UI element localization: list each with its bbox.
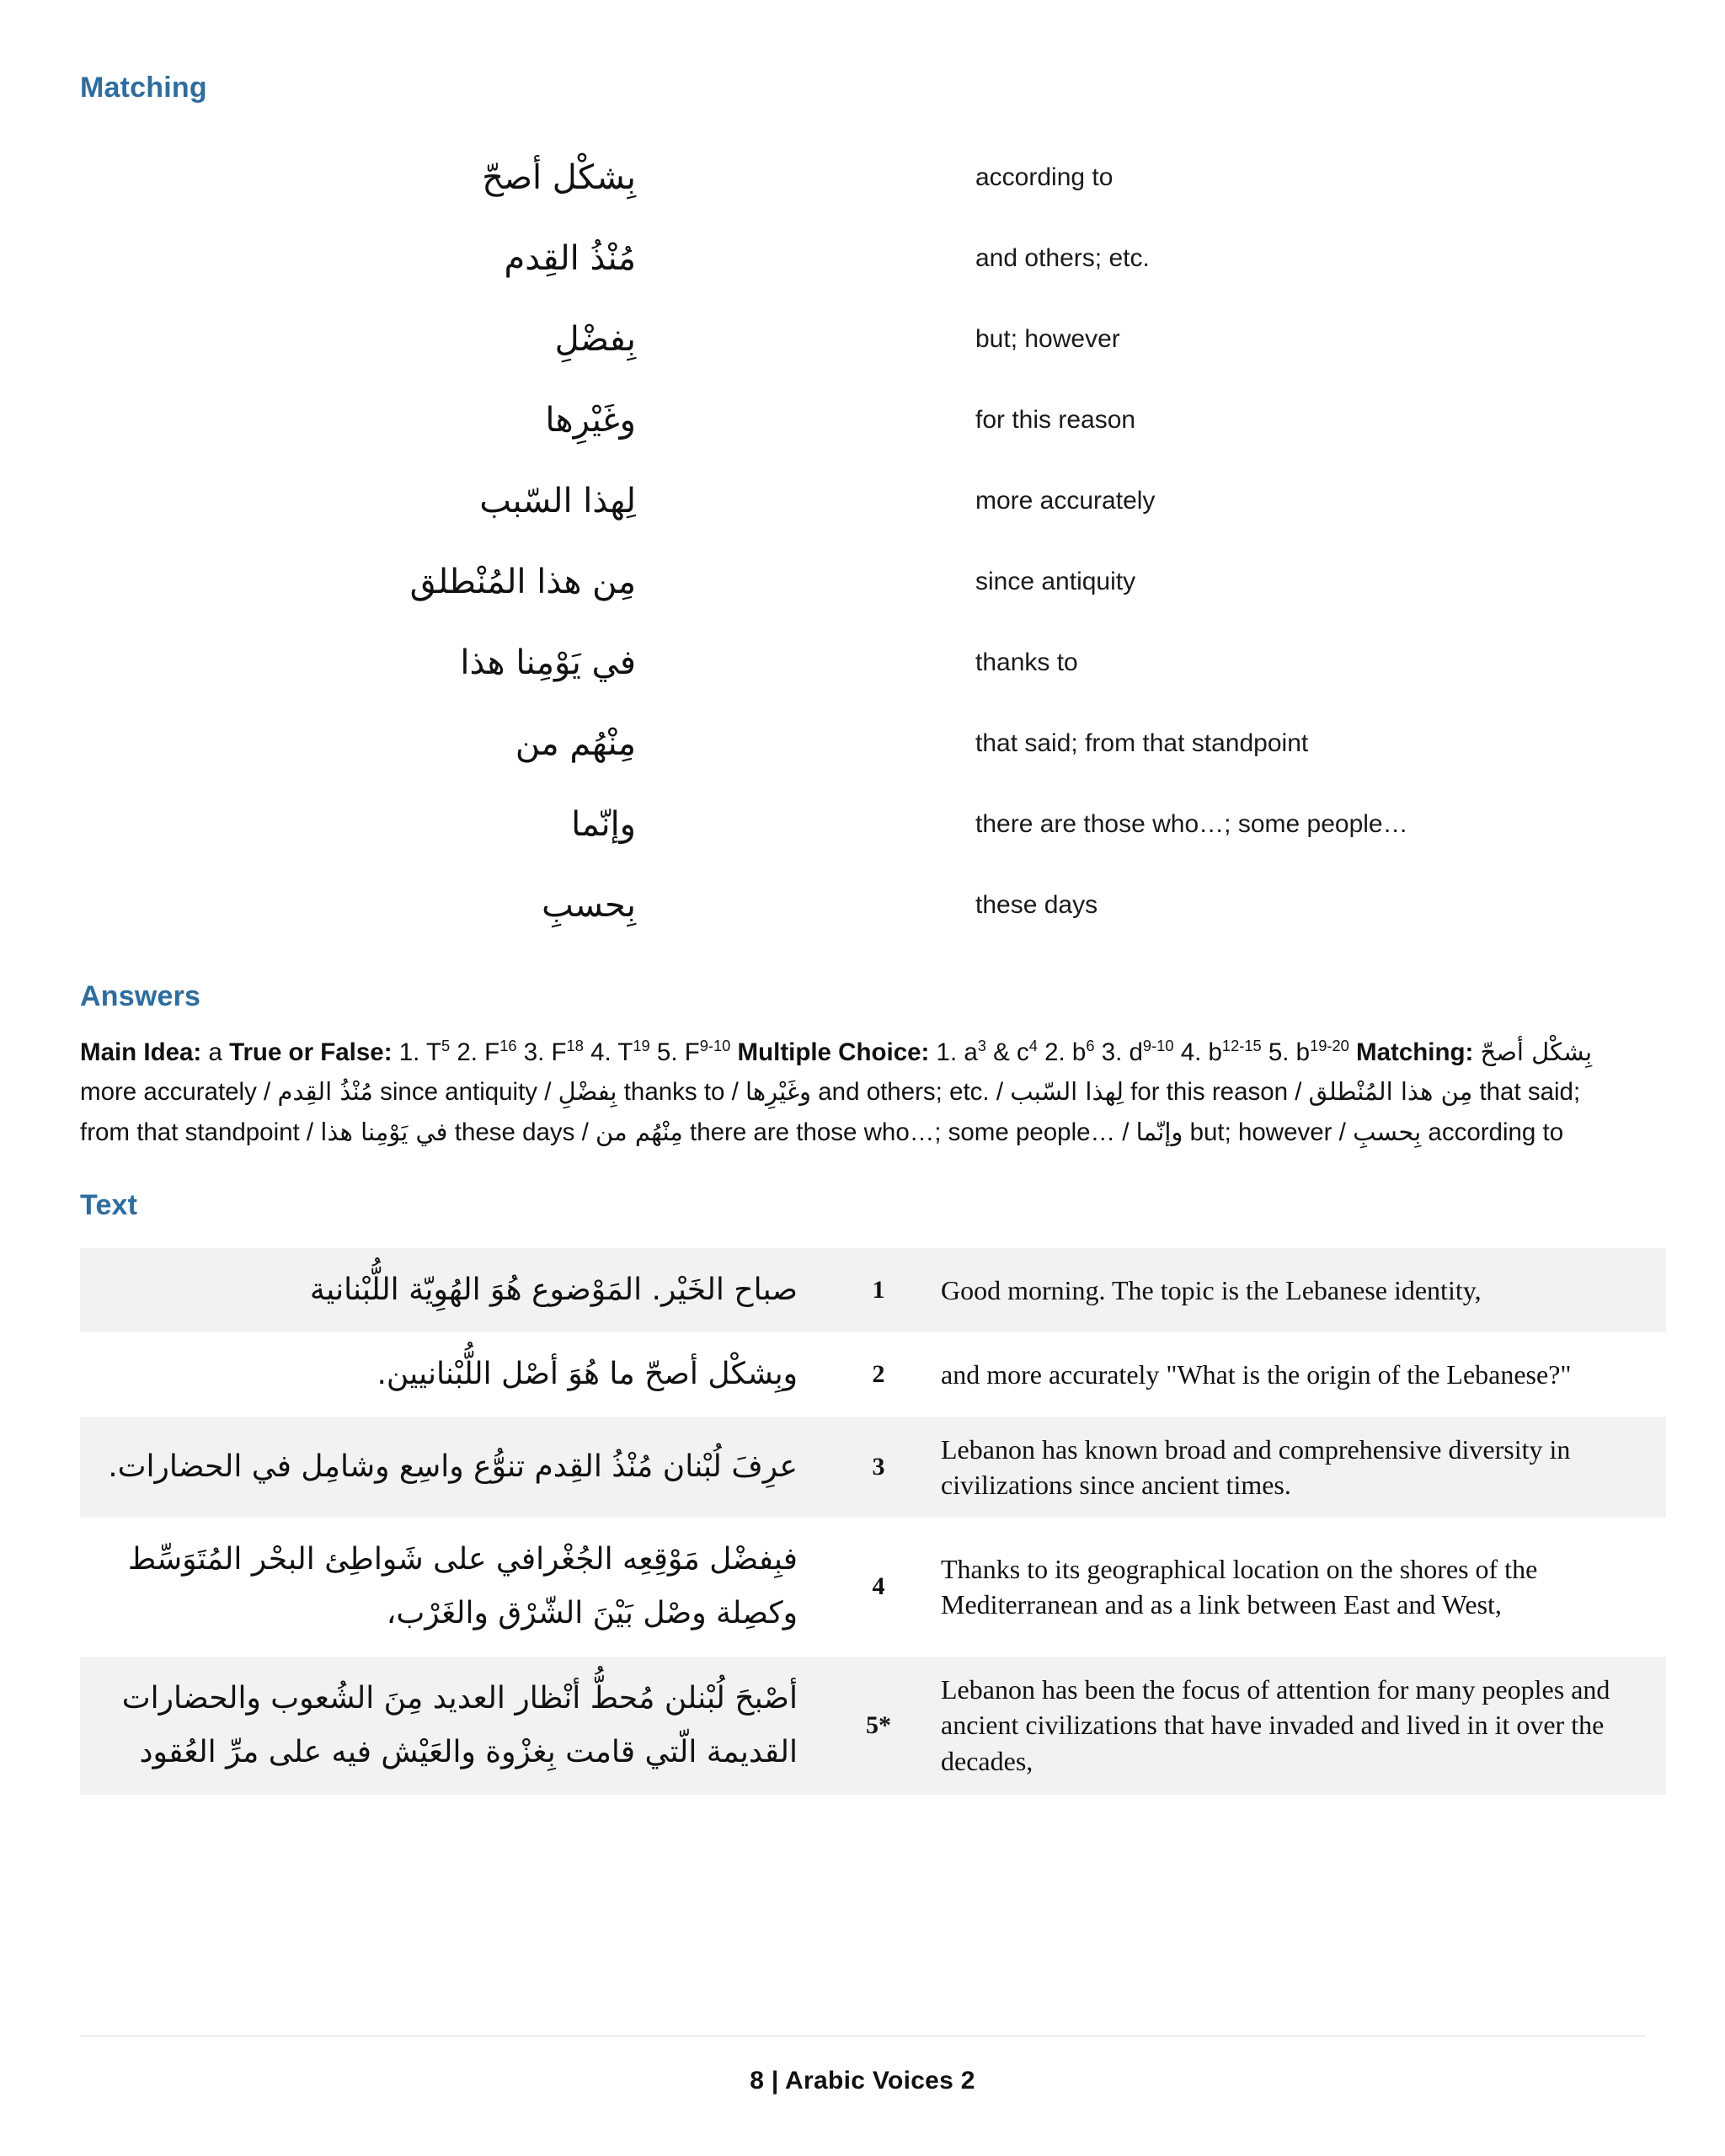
transcript-line-number: 5* (866, 1710, 891, 1739)
matching-arabic-term: وإنّما (571, 804, 636, 844)
matching-english-term: that said; from that standpoint (975, 729, 1309, 758)
answers-body (80, 1033, 1613, 1153)
table-row (80, 1518, 1666, 1656)
matching-row (80, 299, 1645, 380)
matching-arabic-term: لِهذا السّبب (479, 481, 636, 520)
matching-english-term: since antiquity (975, 568, 1136, 596)
matching-english-term: and others; etc. (975, 244, 1150, 273)
table-row (80, 1417, 1666, 1518)
footer-page-label: 8 | Arabic Voices 2 (750, 2067, 975, 2095)
matching-english-term: more accurately (975, 487, 1156, 515)
matching-row (80, 461, 1645, 542)
transcript-english-cell: Lebanon has been the focus of attention for many peoples and ancient civilizations that have invaded and lived in it over the decades, (941, 1674, 1610, 1776)
matching-row (80, 218, 1645, 299)
matching-row (80, 865, 1645, 946)
table-row (80, 1248, 1666, 1332)
matching-english-term: these days (975, 891, 1098, 920)
matching-english-term: for this reason (975, 406, 1136, 435)
matching-row (80, 380, 1645, 461)
matching-arabic-term: بِشكْل أصحّ (482, 157, 636, 197)
matching-row (80, 784, 1645, 865)
transcript-line-number: 2 (872, 1359, 885, 1388)
table-row (80, 1332, 1666, 1417)
matching-english-term: thanks to (975, 648, 1078, 677)
transcript-table (80, 1248, 1666, 1795)
section-heading-text: Text (80, 1188, 138, 1221)
transcript-arabic-cell: فبِفضْل مَوْقِعِه الجُغْرافي على شَواطِئ البحْر المُتَوَسِّط وكصِلة وصْل بَيْنَ الشّرْق والغَرْب، (127, 1542, 798, 1631)
transcript-arabic-cell: عرِفَ لُبْنان مُنْذُ القِدم تنوُّع واسِع وشامِل في الحضارات. (108, 1449, 798, 1485)
answers-objective-line: Main Idea: a True or False: 1. $T^5$ 2. $F^{16}$ 3. $F^{18}$ 4. $T^{19}$ 5. $F^{9-10}$ Multiple Choice: 1. $a^3$ & $c^4$ 2. $b^6$ 3. $d^{9-10}$ 4. $b^{12-15}$ 5. $b^{19-20}$ (80, 1036, 1349, 1066)
transcript-english-cell: Lebanon has known broad and comprehensive diversity in civilizations since ancient times. (941, 1433, 1571, 1501)
transcript-english-cell: Thanks to its geographical location on the shores of the Mediterranean and as a link between East and West, (941, 1554, 1538, 1620)
answers-matching-line: Matching: بِشكْل أصحّ more accurately / مُنْذُ القِدم since antiquity / بِفضْلِ thanks to / وغَيْرِها and others; etc. / لِهذا السّبب for this reason / مِن هذا المُنْطلق that said; from that standpoint / في يَوْمِنا هذا these days / مِنْهُم من there are those who…; some people… / وإنّما but; however / بِحسبِ according to (80, 1037, 1593, 1147)
matching-arabic-term: مُنْذُ القِدم (504, 238, 636, 278)
page-footer (80, 2036, 1645, 2095)
section-heading-matching: Matching (80, 72, 207, 104)
transcript-arabic-cell: أصْبحَ لُبْنلن مُحطُّ أنْظار العديد مِنَ الشُعوب والحضارات القديمة الّتي قامت بِغزْوة والعَيْش فيه على مرِّ العُقود (121, 1680, 798, 1769)
matching-row (80, 137, 1645, 218)
matching-arabic-term: مِنْهُم من (515, 723, 636, 763)
matching-arabic-term: في يَوْمِنا هذا (460, 643, 636, 682)
matching-english-term: there are those who…; some people… (975, 810, 1408, 839)
matching-english-term: but; however (975, 325, 1120, 354)
transcript-arabic-cell: صباح الخَيْر. المَوْضوع هُوَ الهُوِيّة اللُّبْنانية (309, 1272, 798, 1307)
transcript-english-cell: Good morning. The topic is the Lebanese identity, (941, 1274, 1482, 1305)
matching-arabic-term: وغَيْرِها (545, 400, 636, 440)
matching-english-term: according to (975, 163, 1114, 192)
matching-arabic-term: بِحسبِ (542, 885, 636, 925)
matching-arabic-term: مِن هذا المُنْطلق (409, 562, 636, 601)
matching-row (80, 542, 1645, 622)
transcript-line-number: 4 (872, 1572, 885, 1601)
matching-arabic-term: بِفضْلِ (554, 319, 636, 359)
matching-row (80, 703, 1645, 784)
transcript-arabic-cell: وبِشكْل أصحّ ما هُوَ أصْل اللُّبْنانيين. (377, 1356, 798, 1391)
matching-list (80, 137, 1645, 946)
matching-row (80, 622, 1645, 703)
transcript-line-number: 1 (872, 1275, 885, 1304)
section-heading-answers: Answers (80, 979, 201, 1012)
table-row (80, 1657, 1666, 1795)
transcript-line-number: 3 (872, 1453, 885, 1481)
transcript-english-cell: and more accurately "What is the origin of the Lebanese?" (941, 1358, 1572, 1390)
